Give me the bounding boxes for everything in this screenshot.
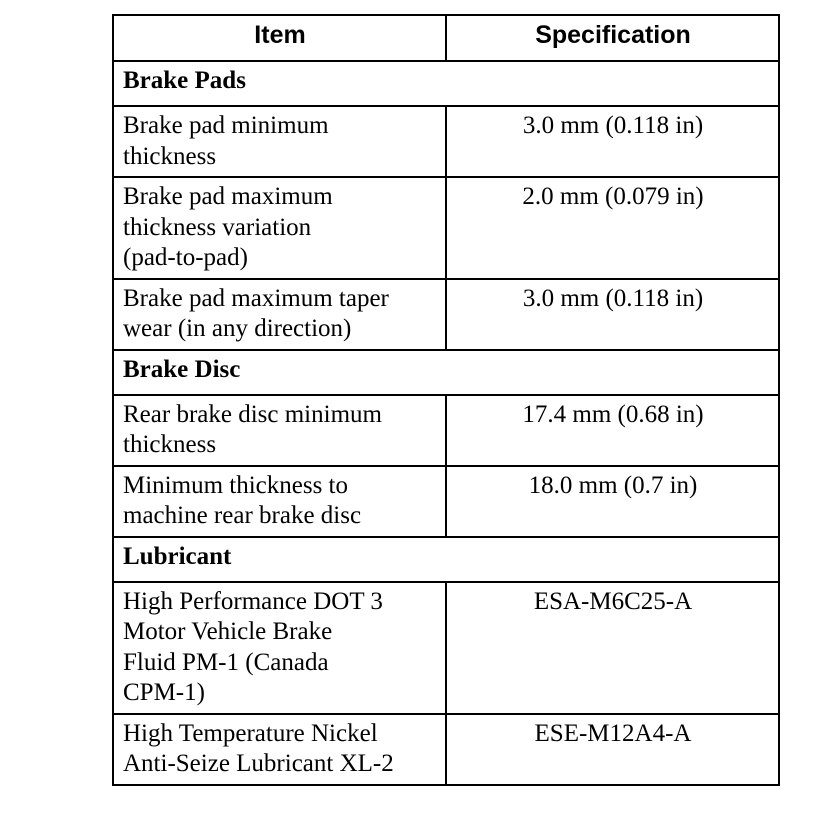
item-cell: Brake pad minimum thickness bbox=[113, 106, 446, 177]
item-cell: Minimum thickness to machine rear brake disc bbox=[113, 466, 446, 537]
table-row bbox=[113, 395, 779, 466]
section-row-lubricant bbox=[113, 537, 779, 582]
column-header-specification: Specification bbox=[446, 15, 779, 61]
specification-table bbox=[112, 14, 780, 786]
table-row bbox=[113, 106, 779, 177]
specification-cell: 18.0 mm (0.7 in) bbox=[446, 466, 779, 537]
section-title: Brake Disc bbox=[113, 350, 779, 395]
section-row-brake-pads bbox=[113, 61, 779, 106]
table-header-row bbox=[113, 15, 779, 61]
section-title: Lubricant bbox=[113, 537, 779, 582]
column-header-item: Item bbox=[113, 15, 446, 61]
specification-cell: 2.0 mm (0.079 in) bbox=[446, 177, 779, 279]
section-row-brake-disc bbox=[113, 350, 779, 395]
item-cell: Rear brake disc minimum thickness bbox=[113, 395, 446, 466]
item-cell: High Performance DOT 3 Motor Vehicle Brake Fluid PM-1 (Canada CPM-1) bbox=[113, 582, 446, 714]
item-cell: Brake pad maximum thickness variation (pad-to-pad) bbox=[113, 177, 446, 279]
table-row bbox=[113, 582, 779, 714]
specification-cell: ESA-M6C25-A bbox=[446, 582, 779, 714]
item-cell: High Temperature Nickel Anti-Seize Lubricant XL-2 bbox=[113, 714, 446, 785]
item-cell: Brake pad maximum taper wear (in any direction) bbox=[113, 279, 446, 350]
specification-cell: 3.0 mm (0.118 in) bbox=[446, 106, 779, 177]
table-row bbox=[113, 177, 779, 279]
section-title: Brake Pads bbox=[113, 61, 779, 106]
table-row bbox=[113, 714, 779, 785]
specification-cell: ESE-M12A4-A bbox=[446, 714, 779, 785]
specification-cell: 17.4 mm (0.68 in) bbox=[446, 395, 779, 466]
specification-cell: 3.0 mm (0.118 in) bbox=[446, 279, 779, 350]
table-row bbox=[113, 279, 779, 350]
table-row bbox=[113, 466, 779, 537]
